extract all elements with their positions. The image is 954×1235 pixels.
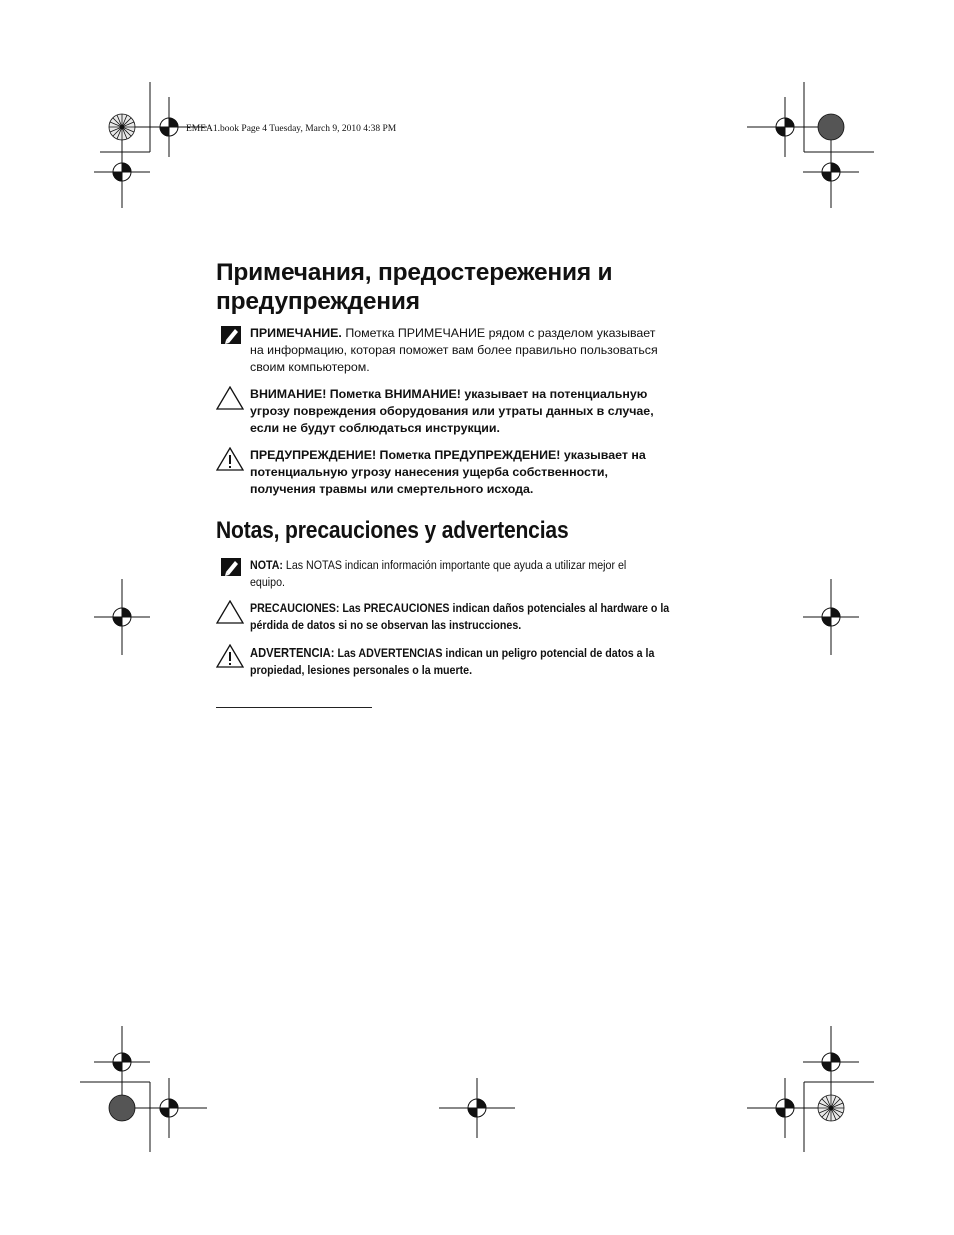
ru-caution-line-3: если не будут соблюдаться инструкции.	[250, 421, 500, 435]
es-heading: Notas, precauciones y advertencias	[216, 517, 569, 544]
ru-note-label: ПРИМЕЧАНИЕ.	[250, 326, 342, 340]
es-caution-line-1: Las PRECAUCIONES indican daños potenciales al hardware o la	[342, 601, 670, 615]
ru-warning-line-3: получения травмы или смертельного исхода.	[250, 482, 534, 496]
es-warning-label: ADVERTENCIA:	[250, 645, 335, 660]
warning-triangle-icon	[216, 644, 244, 670]
footnote-rule	[216, 707, 372, 708]
ru-note-line-1: Пометка ПРИМЕЧАНИЕ рядом с разделом указывает	[345, 326, 656, 340]
caution-triangle-icon	[216, 386, 244, 412]
es-caution-line-2: pérdida de datos si no se observan las instrucciones.	[250, 618, 522, 632]
book-slug: EMEA1.book Page 4 Tuesday, March 9, 2010 4:38 PM	[186, 124, 397, 134]
ru-caution-line-1: ВНИМАНИЕ! Пометка ВНИМАНИЕ! указывает на потенциальную	[250, 387, 648, 401]
es-note-line-2: equipo.	[250, 575, 285, 589]
es-warning-line-1: Las ADVERTENCIAS indican un peligro potencial de datos a la	[337, 646, 655, 660]
es-note-line-1: Las NOTAS indican información importante que ayuda a utilizar mejor el	[285, 558, 627, 572]
ru-heading-line-1: Примечания, предостережения и	[216, 259, 613, 286]
es-warning-line-2: propiedad, lesiones personales o la muerte.	[250, 663, 473, 677]
ru-note-line-2: на информацию, которая поможет вам более правильно пользоваться	[250, 343, 658, 357]
ru-heading	[216, 258, 612, 316]
ru-warning-line-1: ПРЕДУПРЕЖДЕНИЕ! Пометка ПРЕДУПРЕЖДЕНИЕ! указывает на	[250, 448, 646, 462]
warning-triangle-icon	[216, 447, 244, 473]
caution-triangle-icon	[216, 600, 244, 626]
note-pencil-icon	[216, 325, 244, 351]
ru-heading-line-2: предупреждения	[216, 288, 420, 315]
ru-caution-line-2: угрозу повреждения оборудования или утраты данных в случае,	[250, 404, 654, 418]
es-caution-label: PRECAUCIONES:	[250, 601, 340, 615]
note-pencil-icon	[216, 557, 244, 583]
ru-note-line-3: своим компьютером.	[250, 360, 370, 374]
ru-warning-line-2: потенциальную угрозу нанесения ущерба собственности,	[250, 465, 608, 479]
es-note-label: NOTA:	[250, 558, 283, 572]
